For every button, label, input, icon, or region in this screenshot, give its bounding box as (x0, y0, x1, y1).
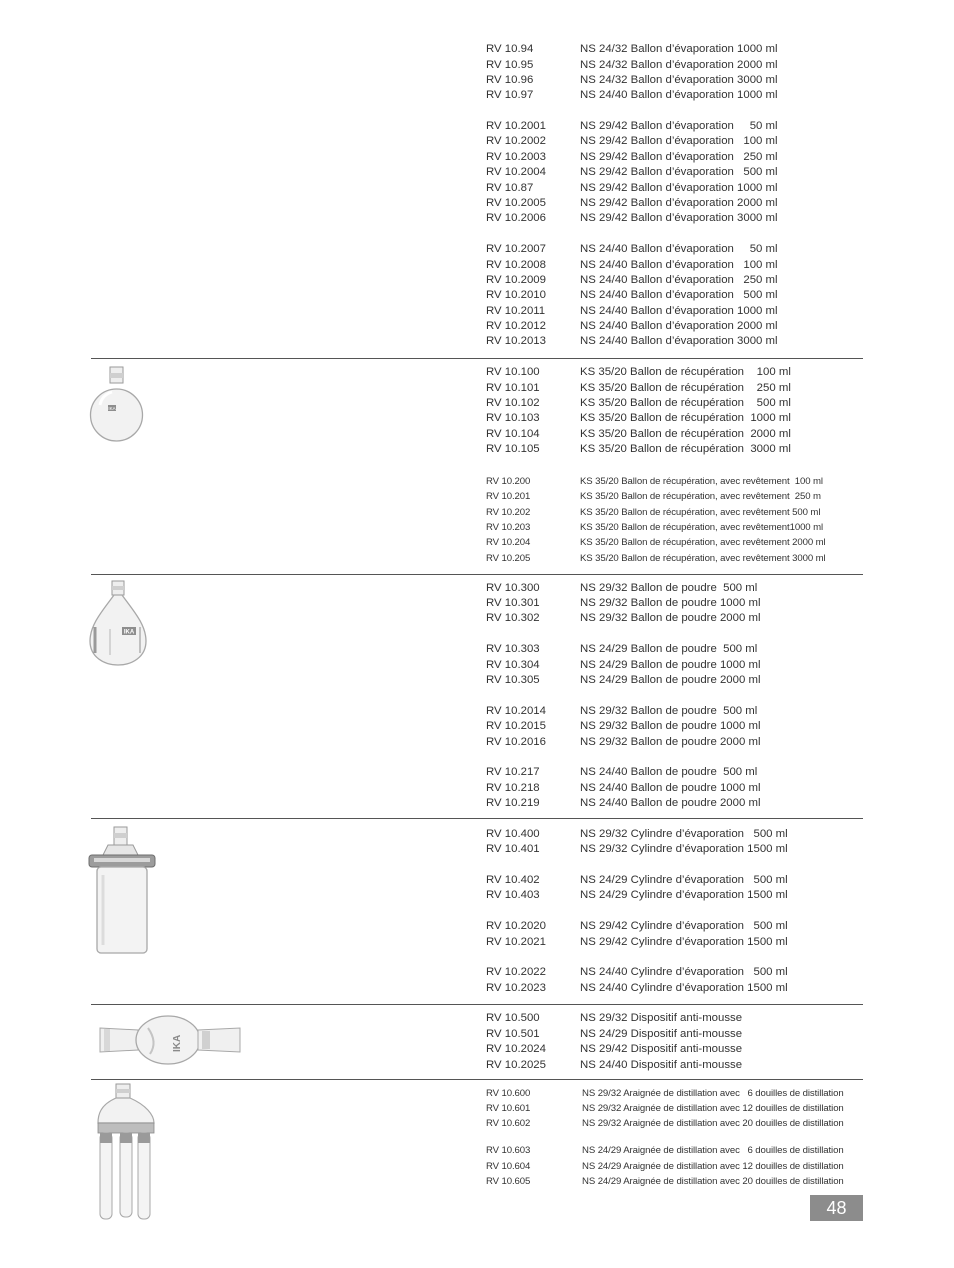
powder-flask-image (86, 579, 152, 667)
svg-text:IKA: IKA (172, 1034, 183, 1052)
section-divider (91, 818, 863, 819)
section-divider (91, 1004, 863, 1005)
page-number: 48 (810, 1195, 863, 1221)
recovery-flask-image (88, 365, 146, 443)
section-divider (91, 1079, 863, 1080)
section-divider (91, 358, 863, 359)
svg-text:IKA: IKA (108, 406, 116, 411)
foam-brake-image (98, 1012, 244, 1068)
evaporation-cylinder-image (86, 825, 158, 957)
distillation-spider-image (94, 1083, 158, 1225)
section-divider (91, 574, 863, 575)
svg-text:IKA: IKA (123, 629, 135, 636)
